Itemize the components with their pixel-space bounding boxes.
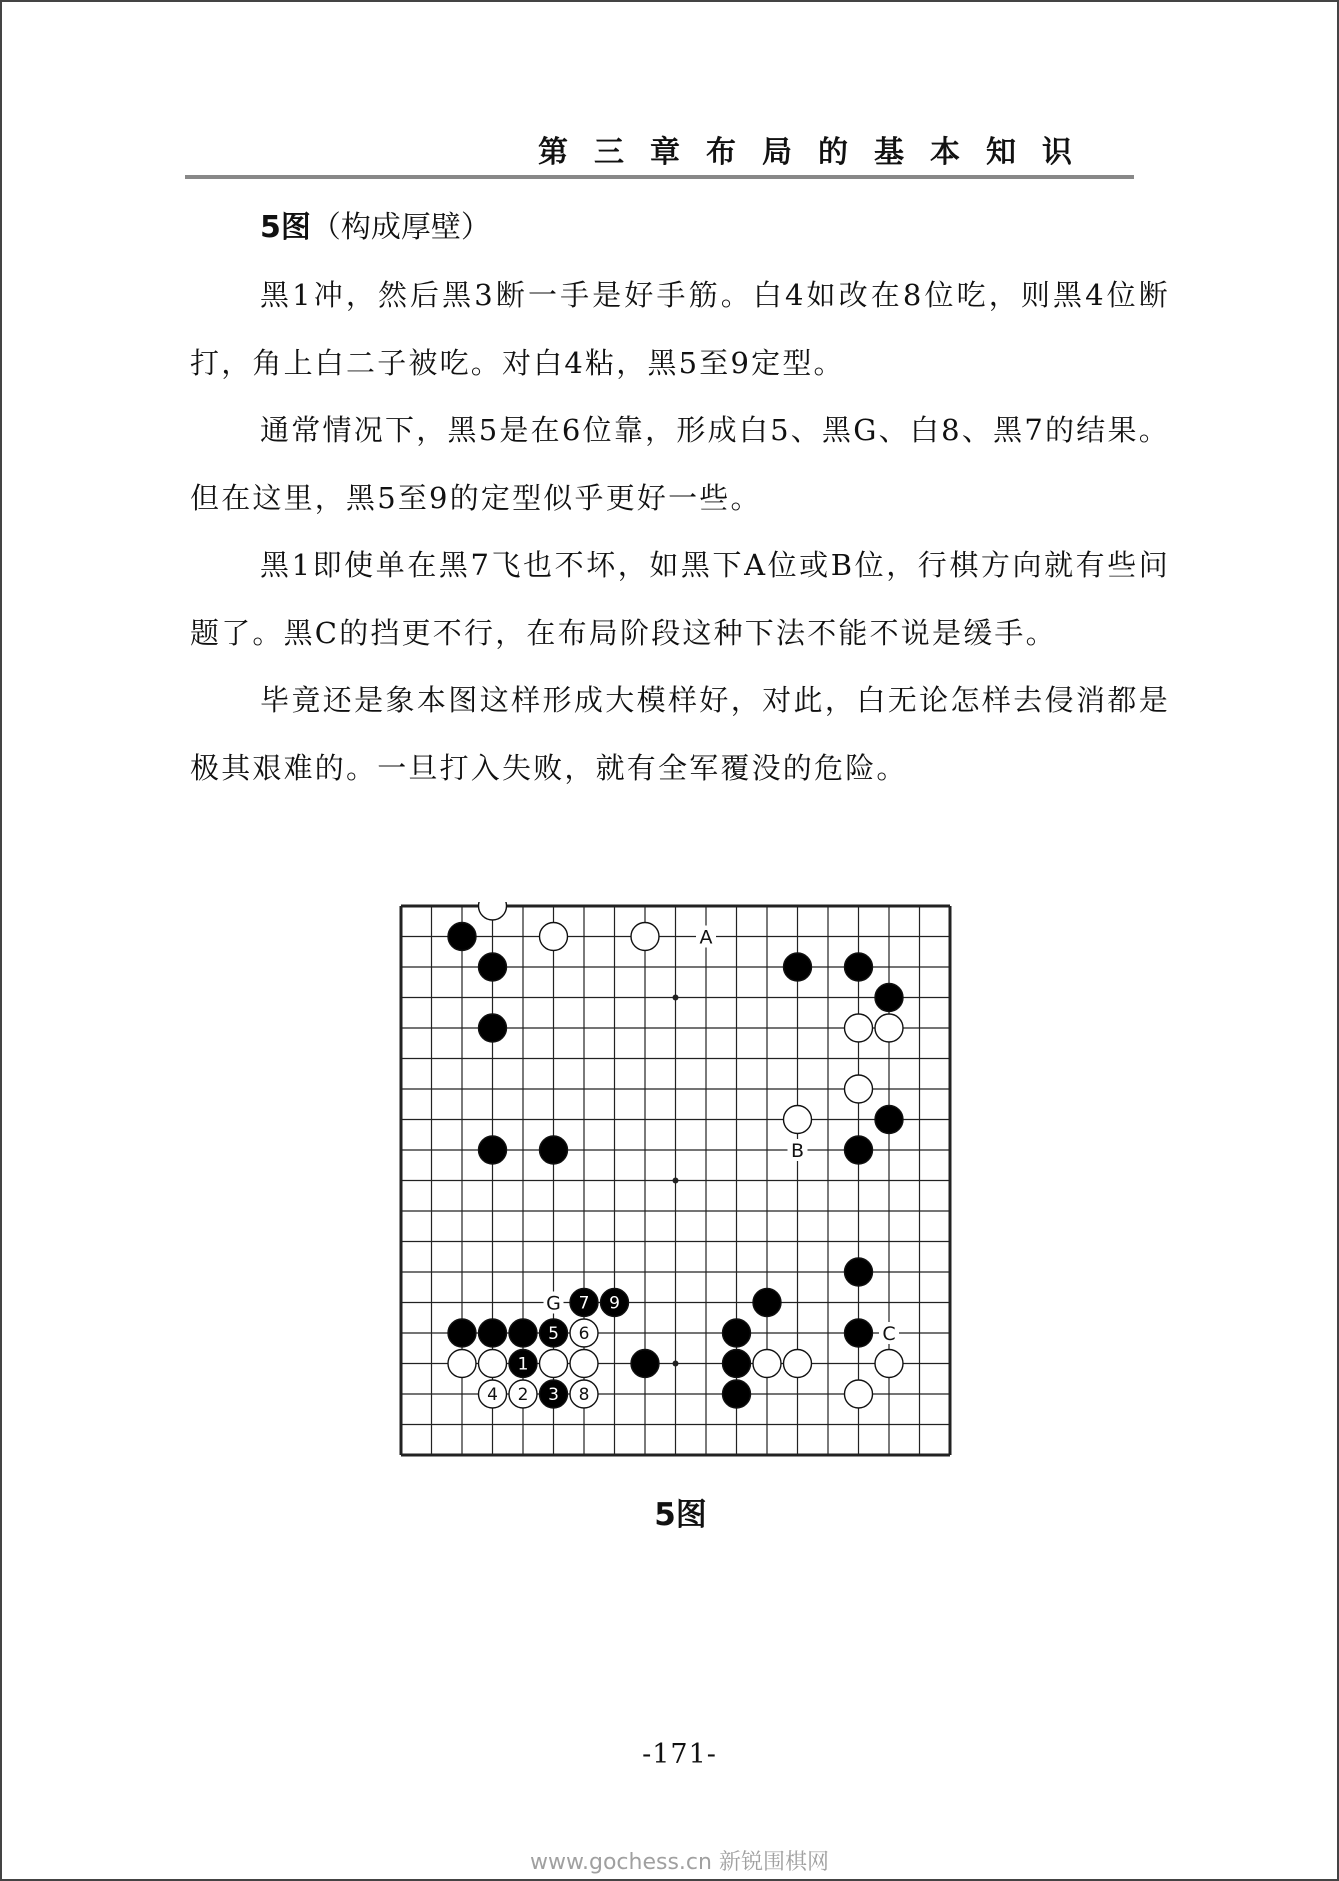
black-stone [845,1136,873,1164]
black-stone [784,953,812,981]
black-stone-disc [723,1350,751,1378]
black-stone-disc [509,1319,537,1347]
black-stone [479,1319,507,1347]
black-stone-disc [479,1014,507,1042]
running-header [185,135,1134,179]
white-stone [479,1350,507,1378]
black-stone-disc [631,1350,659,1378]
black-stone [448,1319,476,1347]
letter-mark [788,1139,808,1162]
move-number: 7 [578,1293,590,1314]
black-stone-disc [845,953,873,981]
watermark: www.gochess.cn 新锐围棋网 [530,1850,829,1875]
letter-label: A [699,926,713,949]
black-stone-disc [479,1319,507,1347]
move-number: 8 [578,1385,590,1405]
white-stone [448,1350,476,1378]
star-point [673,995,679,1001]
black-stone [540,1136,568,1164]
black-stone [479,1014,507,1042]
move-number: 3 [548,1385,559,1405]
black-stone [845,1319,873,1347]
black-stone [723,1319,751,1347]
black-stone [570,1289,598,1317]
black-stone-disc [540,1136,568,1164]
white-stone-disc [540,1350,568,1378]
white-stone-disc [448,1350,476,1378]
black-stone [753,1289,781,1317]
white-stone [570,1350,598,1378]
white-stone [753,1350,781,1378]
white-stone-disc [540,923,568,951]
letter-label: B [790,1140,805,1162]
page-number: -171- [642,1739,717,1770]
move-number: 5 [548,1324,559,1344]
black-stone [479,1136,507,1164]
black-stone-disc [784,953,812,981]
go-board-diagram [397,902,953,1458]
black-stone-disc [479,1136,507,1164]
black-stone [509,1319,537,1347]
letter-label: G [546,1292,561,1315]
paragraph: 黑1即使单在黑7飞也不坏，如黑下A位或B位，行棋方向就有些问题了。黑C的挡更不行，在布局阶段这种下法不能不说是缓手。 [190,548,1170,650]
white-stone [570,1319,598,1347]
white-stone [875,1350,903,1378]
black-stone [509,1350,537,1378]
move-number: 1 [517,1354,529,1375]
white-stone [875,1014,903,1042]
white-stone [845,1075,873,1103]
white-stone [784,1350,812,1378]
paragraph: 黑1冲，然后黑3断一手是好手筋。白4如改在8位吃，则黑4位断打，角上白二子被吃。对白4粘，黑5至9定型。 [190,278,1170,380]
black-stone [601,1289,629,1317]
black-stone [875,1106,903,1134]
black-stone-disc [448,923,476,951]
white-stone [479,1380,507,1408]
white-stone-disc [784,1106,812,1134]
figure-heading [260,208,491,248]
white-stone [845,1014,873,1042]
letter-label: C [882,1323,896,1345]
black-stone-disc [875,984,903,1012]
move-number: 4 [487,1385,498,1405]
white-stone-disc [845,1380,873,1408]
black-stone [631,1350,659,1378]
black-stone [540,1319,568,1347]
black-stone [875,984,903,1012]
move-number: 2 [517,1385,529,1405]
white-stone [540,923,568,951]
white-stone [631,923,659,951]
paragraph: 毕竟还是象本图这样形成大模样好，对此，白无论怎样去侵消都是极其艰难的。一旦打入失败，就有全军覆没的危险。 [190,683,1170,785]
white-stone-disc [845,1075,873,1103]
white-stone [509,1380,537,1408]
black-stone-disc [875,1106,903,1134]
white-stone-disc [753,1350,781,1378]
black-stone-disc [448,1319,476,1347]
white-stone [540,1350,568,1378]
black-stone [723,1380,751,1408]
black-stone [845,953,873,981]
white-stone-disc [875,1350,903,1378]
white-stone-disc [479,902,507,920]
white-stone [845,1380,873,1408]
white-stone-disc [570,1350,598,1378]
white-stone-disc [784,1350,812,1378]
white-stone [570,1380,598,1408]
black-stone [845,1258,873,1286]
figure-caption: 5图 [654,1497,707,1533]
white-stone-disc [631,923,659,951]
move-number: 9 [609,1293,620,1314]
move-number: 6 [578,1324,590,1344]
chapter-title: 第三章布局的基本知识 [538,135,1098,170]
white-stone-disc [875,1014,903,1042]
black-stone-disc [845,1258,873,1286]
black-stone-disc [723,1319,751,1347]
body-text [190,262,1170,802]
black-stone [479,953,507,981]
black-stone [540,1380,568,1408]
letter-mark [544,1292,564,1315]
black-stone-disc [479,953,507,981]
letter-mark [696,926,716,949]
white-stone [479,902,507,920]
black-stone-disc [845,1319,873,1347]
star-point [673,1361,679,1367]
white-stone-disc [479,1350,507,1378]
black-stone-disc [753,1289,781,1317]
black-stone-disc [845,1136,873,1164]
star-point [673,1178,679,1184]
black-stone [448,923,476,951]
figure-number: 5图 [260,210,311,245]
white-stone-disc [845,1014,873,1042]
figure-subtitle: （构成厚壁） [310,210,491,245]
paragraph: 通常情况下，黑5是在6位靠，形成白5、黑G、白8、黑7的结果。但在这里，黑5至9的定型似乎更好一些。 [190,413,1170,515]
white-stone [784,1106,812,1134]
black-stone-disc [723,1380,751,1408]
letter-mark [879,1322,899,1345]
black-stone [723,1350,751,1378]
